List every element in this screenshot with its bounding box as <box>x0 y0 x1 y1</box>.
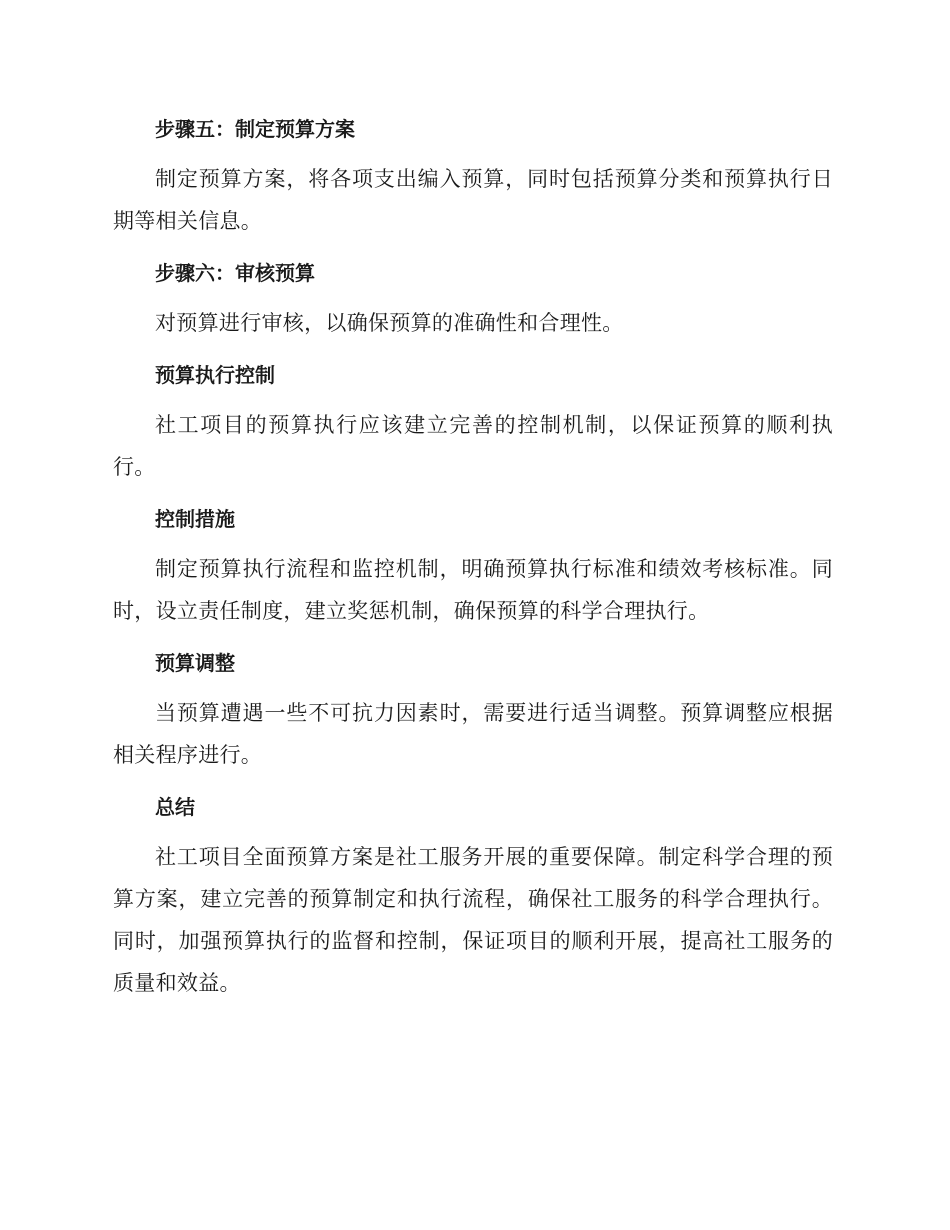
section-heading-budget-adjustment: 预算调整 <box>155 651 235 675</box>
section-paragraph-summary: 社工项目全面预算方案是社工服务开展的重要保障。制定科学合理的预算方案，建立完善的预算制定和执行流程，确保社工服务的科学合理执行。同时，加强预算执行的监督和控制，保证项目的顺利开展，提高社工服务的质量和效益。 <box>113 845 833 995</box>
section-paragraph-step6: 对预算进行审核，以确保预算的准确性和合理性。 <box>155 311 624 335</box>
section-paragraph-execution-control: 社工项目的预算执行应该建立完善的控制机制，以保证预算的顺利执行。 <box>113 413 833 479</box>
section-paragraph-budget-adjustment: 当预算遭遇一些不可抗力因素时，需要进行适当调整。预算调整应根据相关程序进行。 <box>113 701 833 767</box>
section-heading-execution-control: 预算执行控制 <box>155 363 275 387</box>
section-heading-control-measures: 控制措施 <box>155 507 235 531</box>
section-paragraph-step5: 制定预算方案，将各项支出编入预算，同时包括预算分类和预算执行日期等相关信息。 <box>113 167 833 233</box>
section-heading-step5: 步骤五：制定预算方案 <box>155 117 355 141</box>
section-paragraph-control-measures: 制定预算执行流程和监控机制，明确预算执行标准和绩效考核标准。同时，设立责任制度，建立奖惩机制，确保预算的科学合理执行。 <box>113 557 833 623</box>
section-heading-step6: 步骤六：审核预算 <box>155 261 315 285</box>
document-page <box>113 108 833 1014</box>
section-heading-summary: 总结 <box>155 795 195 819</box>
